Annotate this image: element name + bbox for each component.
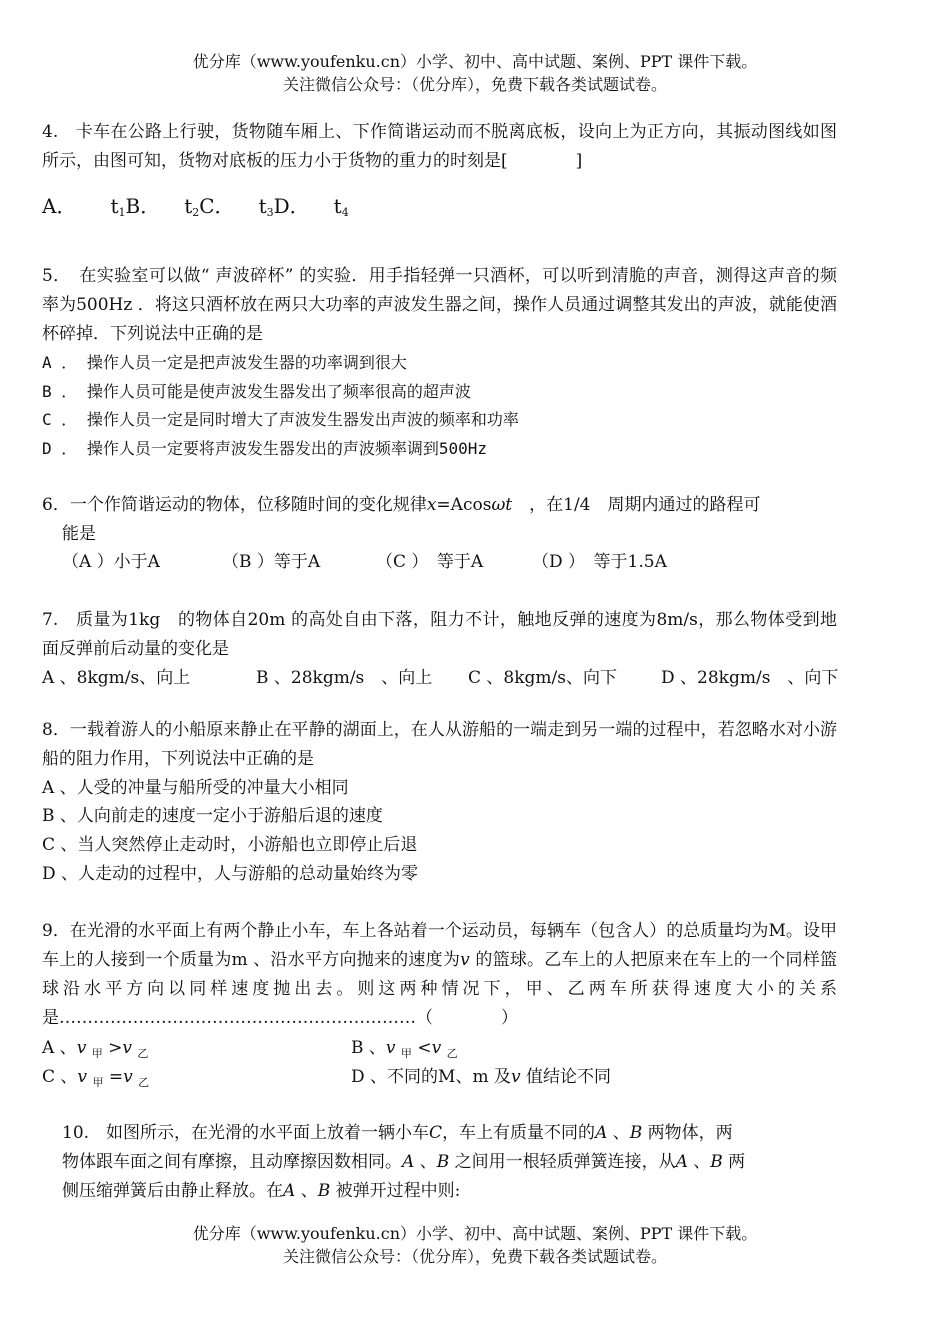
q6-option-b: （B ）等于A: [222, 552, 321, 572]
question-6-stem-line-2: 能是: [62, 524, 96, 544]
q5-option-d: D ． 操作人员一定要将声波发生器发出的声波频率调到500Hz: [42, 439, 488, 458]
q9-option-a: A 、v $_甲$ >v $_乙$: [42, 1038, 149, 1060]
q9-option-b: B 、v $_甲$ <v $_乙$: [351, 1038, 458, 1060]
question-4-options: [42, 190, 349, 219]
q6-option-c: （C ） 等于A: [376, 552, 484, 572]
q7-option-c: C 、8kgm/s、向下: [468, 668, 617, 688]
q4-label-a: A．: [42, 194, 77, 218]
q8-option-d: D 、人走动的过程中，人与游船的总动量始终为零: [42, 864, 419, 884]
q4-t3: $t_3$: [258, 194, 274, 219]
q4-label-d: D．: [273, 194, 310, 218]
q7-option-b: B 、28kgm/s 、向上: [256, 668, 433, 688]
q7-option-a: A 、8kgm/s、向上: [42, 668, 191, 688]
q9-option-c: C 、v $_甲$ =v $_乙$: [42, 1067, 150, 1089]
question-6-stem: 6．一个作简谐运动的物体，位移随时间的变化规律x=Acosωt ，在1/4 周期内通过的路程可: [42, 495, 761, 515]
page-footer: [0, 1222, 950, 1268]
footer-line-2: 关注微信公众号：（优分库），免费下载各类试题试卷。: [282, 1247, 667, 1266]
question-9-stem: 9．在光滑的水平面上有两个静止小车，车上各站着一个运动员，每辆车（包含人）的总质量均为M。设甲车上的人接到一个质量为m 、沿水平方向抛来的速度为v 的篮球。乙车上的人把原来在车上的一个同样篮球沿水平方向以同样速度抛出去。则这两种情况下，甲、乙两车所获得速度大小的关系是………………………………………………………（ ）: [42, 921, 837, 1028]
question-8-stem: 8．一载着游人的小船原来静止在平静的湖面上，在人从游船的一端走到另一端的过程中，若忽略水对小游船的阻力作用，下列说法中正确的是: [42, 720, 837, 769]
page-header: [0, 50, 950, 96]
q8-option-a: A 、人受的冲量与船所受的冲量大小相同: [42, 778, 349, 798]
q4-t4: $t_4$: [333, 194, 349, 219]
question-10-line-2: 物体跟车面之间有摩擦，且动摩擦因数相同。A 、B 之间用一根轻质弹簧连接，从A 、B 两: [62, 1152, 746, 1172]
q4-t1: $t_1$: [110, 194, 126, 219]
q5-option-c: C ． 操作人员一定是同时增大了声波发生器发出声波的频率和功率: [42, 410, 519, 429]
q4-label-b: B．: [125, 194, 161, 218]
question-7-stem: 7. 质量为1kg 的物体自20m 的高处自由下落，阻力不计，触地反弹的速度为8m/s，那么物体受到地面反弹前后动量的变化是: [42, 610, 837, 659]
q9-option-d: D 、不同的M、m 及v 值结论不同: [351, 1067, 611, 1087]
header-line-1: 优分库（www.youfenku.cn）小学、初中、高中试题、案例、PPT 课件下载。: [192, 52, 758, 71]
q8-option-b: B 、人向前走的速度一定小于游船后退的速度: [42, 806, 383, 826]
question-4-stem: 4. 卡车在公路上行驶，货物随车厢上、下作简谐运动而不脱离底板，设向上为正方向，其振动图线如图所示，由图可知，货物对底板的压力小于货物的重力的时刻是[ ]: [42, 122, 837, 171]
header-line-2: 关注微信公众号：（优分库），免费下载各类试题试卷。: [282, 75, 667, 94]
q8-option-c: C 、当人突然停止走动时，小游船也立即停止后退: [42, 835, 418, 855]
question-10-line-3: 侧压缩弹簧后由静止释放。在A 、B 被弹开过程中则:: [62, 1181, 461, 1201]
q7-option-d: D 、28kgm/s 、向下: [661, 668, 839, 688]
q5-option-b: B ． 操作人员可能是使声波发生器发出了频率很高的超声波: [42, 382, 471, 401]
q6-option-d: （D ） 等于1.5A: [532, 552, 667, 572]
q4-label-c: C．: [199, 194, 235, 218]
q5-option-a: A ． 操作人员一定是把声波发生器的功率调到很大: [42, 353, 407, 372]
question-5-stem: 5． 在实验室可以做“ 声波碎杯” 的实验．用手指轻弹一只酒杯，可以听到清脆的声音，测得这声音的频率为500Hz ．将这只酒杯放在两只大功率的声波发生器之间，操作人员通过调整其发出的声波，就能使酒杯碎掉．下列说法中正确的是: [42, 266, 837, 344]
q4-t2: $t_2$: [184, 194, 200, 219]
footer-line-1: 优分库（www.youfenku.cn）小学、初中、高中试题、案例、PPT 课件下载。: [192, 1224, 758, 1243]
q6-option-a: （A ）小于A: [62, 552, 160, 572]
question-10-line-1: 10. 如图所示，在光滑的水平面上放着一辆小车C，车上有质量不同的A 、B 两物体，两: [62, 1123, 733, 1143]
